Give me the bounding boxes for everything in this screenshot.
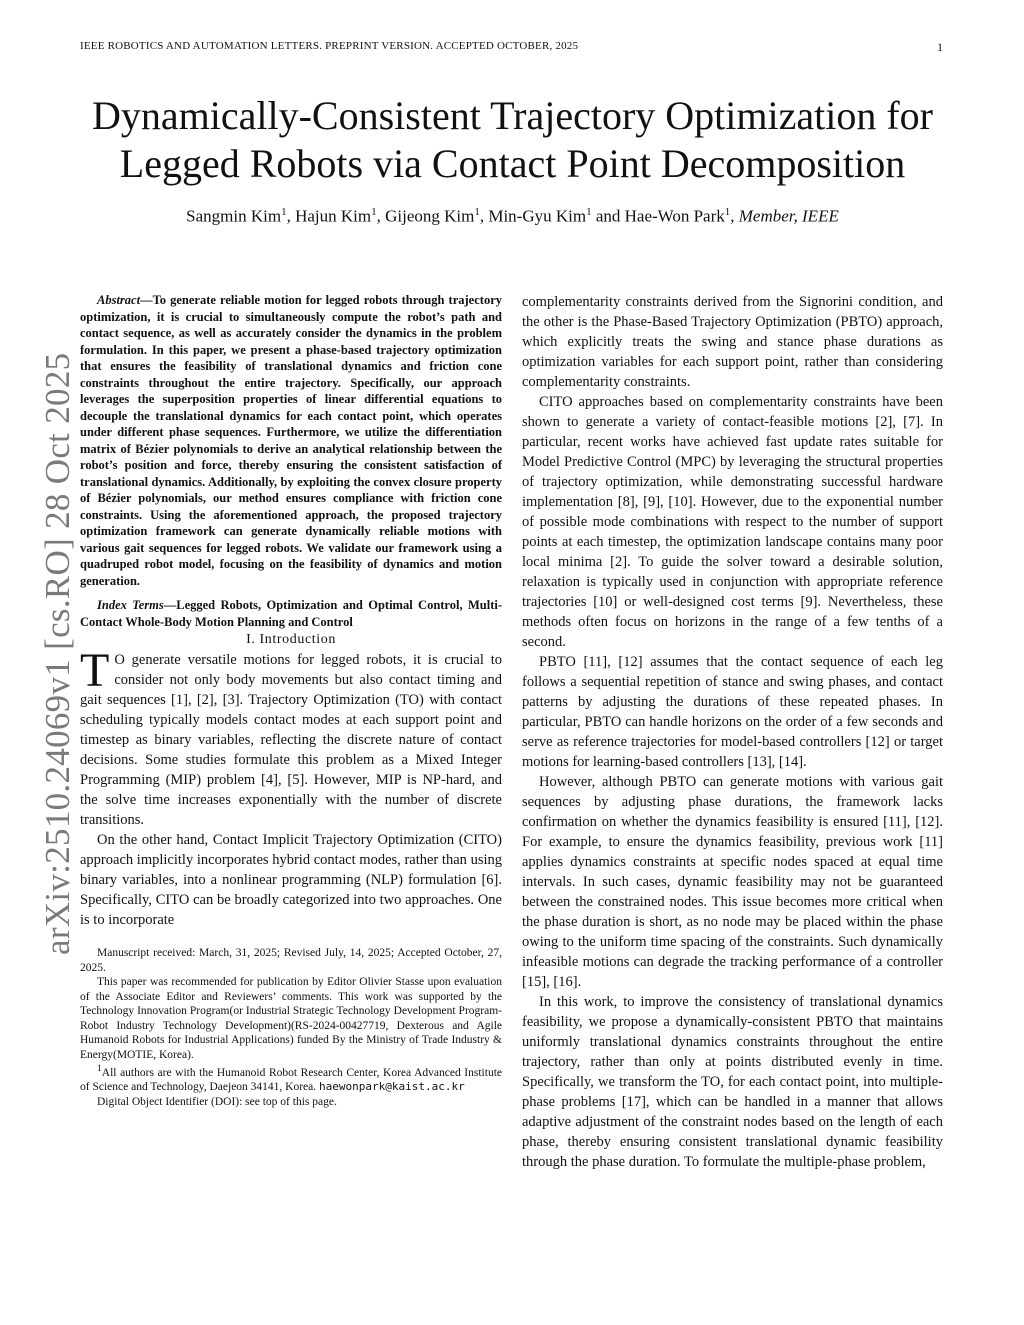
footnote-recommended: This paper was recommended for publication by Editor Olivier Stasse upon evaluation of the Associate Editor and Reviewers’ comments. This work was supported by the Technology Innovation Program(or Industrial Strategic Technology Development Program-Robot Industry Technology Development)(RS-2024-00427719, Dexterous and Agile Humanoid Robots for Industrial Applications) funded By the Ministry of Trade Industry & Energy(MOTIE, Korea). [80,976,502,1061]
abstract [80,292,502,589]
paper-title [60,92,965,188]
footnote-affiliation [80,1062,502,1095]
author-affiliation-mark: 1 [281,206,287,218]
title-line-2: Legged Robots via Contact Point Decomposition [119,141,906,186]
abstract-label: Abstract [97,293,141,307]
index-terms [80,597,502,630]
author-name: Gijeong Kim [385,206,475,226]
index-terms-label: Index Terms [97,598,164,612]
author-affiliation-mark: 1 [474,206,480,218]
abstract-text: —To generate reliable motion for legged robots through trajectory optimization, it is crucial to simultaneously compute the robot’s path and contact sequence, as well as accurately consider the dynamics in the problem formulation. In this paper, we present a phase-based trajectory optimization that ensures the feasibility of translational dynamics and friction cone constraints throughout the entire trajectory. Specifically, our approach leverages the superposition properties of linear differential equations to decouple the translational dynamics for each contact point, which operates under different phase sequences. Furthermore, we utilize the differentiation matrix of Bézier polynomials to derive an analytical relationship between the robot’s position and force, thereby ensuring the consistent satisfaction of translational dynamics. Additionally, by exploiting the convex closure property of Bézier polynomials, our method ensures compliance with friction cone constraints. Using the aforementioned approach, the proposed trajectory optimization framework can generate dynamically reliable motions with various gait sequences for legged robots. We validate our framework using a quadruped robot model, focusing on the feasibility of dynamics and motion generation. [80,293,502,588]
footnote-doi: Digital Object Identifier (DOI): see top of this page. [97,1095,337,1108]
author-name: Sangmin Kim [186,206,282,226]
right-paragraph-continued: complementarity constraints derived from the Signorini condition, and the other is the Phase-Based Trajectory Optimization (PBTO) approach, which explicitly treats the swing and stance phase durations as optimization variables for each support point, rather than considering complementarity constraints. [522,294,943,390]
author-name: Hae-Won Park [624,206,725,226]
author-affiliation-mark: 1 [724,206,731,218]
author-email: haewonpark@kaist.ac.kr [319,1080,465,1094]
author-name: Hajun Kim [295,206,372,226]
running-header: IEEE ROBOTICS AND AUTOMATION LETTERS. PREPRINT VERSION. ACCEPTED OCTOBER, 2025 [80,40,579,52]
footnote-affiliation-mark: 1 [97,1063,102,1074]
index-terms-text: —Legged Robots, Optimization and Optimal Control, Multi-Contact Whole-Body Motion Planning and Control [80,598,503,629]
footnotes [80,946,502,1109]
title-line-1: Dynamically-Consistent Trajectory Optimization for [92,93,933,138]
right-paragraph-however: However, although PBTO can generate motions with various gait sequences by adjusting phase durations, the framework lacks confirmation on whether the dynamics feasibility is ensured [11], [12]. For example, to ensure the dynamics feasibility, previous work [11] applies dynamics constraints at specific nodes spaced at equal time intervals. In such cases, dynamic feasibility may not be guaranteed between the constrained nodes. This issue becomes more critical when the phase duration is short, as no node may be placed within the phase owing to the uniform time spacing of the constraints. Such dynamically infeasible motions can degrade the tracking performance of a controller [15], [16]. [522,774,943,990]
intro-paragraph-1 [80,644,502,830]
section-heading-introduction: I. Introduction [246,632,336,647]
page-number: 1 [937,40,943,54]
right-paragraph-cito: CITO approaches based on complementarity constraints have been shown to generate a variety of contact-feasible motions [2], [7]. In particular, recent works have achieved fast update rates suitable for Model Predictive Control (MPC) by leveraging the structural properties of trajectory optimization, while demonstrating successful hardware implementation [8], [9], [10]. However, due to the exponential number of possible mode combinations with respect to the number of support points at each timestep, the optimization landscape contains many poor local minima [2]. To guide the solver toward a desirable solution, relaxation is typically used in conjunction with appropriate reference trajectories [10] or well-designed cost terms [9]. Nevertheless, these methods often focus on horizons in the range of a few tenths of a second. [522,394,943,650]
author-list: Sangmin Kim$^1$, Hajun Kim$^1$, Gijeong Kim$^1$, Min-Gyu Kim$^1$ and Hae-Won Park$^1$, Member, IEEE [186,206,839,226]
author-affiliation-mark: 1 [586,206,592,218]
right-paragraph-this-work: In this work, to improve the consistency of translational dynamics feasibility, we propose a dynamically-consistent PBTO that maintains uniformly translational dynamics constraints throughout the entire trajectory, rather than only at points distributed evenly in time. Specifically, we transform the TO, for each contact point, into multiple-phase problems [17], which can be handled in a manner that allows adaptive adjustment of the constraint nodes based on the length of each phase, thereby ensuring consistent translational dynamic feasibility through the phase duration. To formulate the multiple-phase problem, [522,994,943,1170]
author-name: Min-Gyu Kim [488,206,587,226]
footnote-affiliation-text: All authors are with the Humanoid Robot Research Center, Korea Advanced Institute of Science and Technology, Daejeon 34141, Korea. [80,1066,502,1094]
author-membership: Member, IEEE [738,206,839,226]
author-affiliation-mark: 1 [371,206,377,218]
right-column [522,292,943,1172]
arxiv-stamp: arXiv:2510.24069v1 [cs.RO] 28 Oct 2025 [38,352,77,955]
right-paragraph-pbto: PBTO [11], [12] assumes that the contact sequence of each leg follows a sequential repetition of stance and swing phases, and contact patterns by adjusting the durations of these repeated phases. In particular, PBTO can handle horizons on the order of a few seconds and serve as reference trajectories for model-based controllers [12] or target motions for learning-based controllers [13], [14]. [522,654,943,770]
left-column [80,292,502,1109]
intro-paragraph-1-text: O generate versatile motions for legged robots, it is crucial to consider not only body movements but also contact timing and gait sequences [1], [2], [3]. Trajectory Optimization (TO) with contact scheduling typically models contact modes at each support point and timestep as binary variables, reflecting the discrete nature of contact decisions. Some studies formulate this problem as a Mixed Integer Programming (MIP) problem [4], [5]. However, MIP is NP-hard, and the solve time increases exponentially with the number of discrete transitions. [80,652,502,828]
footnote-received: Manuscript received: March, 31, 2025; Revised July, 14, 2025; Accepted October, 27, 2025. [80,947,502,974]
intro-paragraph-2: On the other hand, Contact Implicit Trajectory Optimization (CITO) approach implicitly incorporates hybrid contact modes, rather than using binary variables, into a nonlinear programming (NLP) formulation [6]. Specifically, CITO can be broadly categorized into two approaches. One is to incorporate [80,832,502,928]
drop-cap: T [80,644,110,697]
